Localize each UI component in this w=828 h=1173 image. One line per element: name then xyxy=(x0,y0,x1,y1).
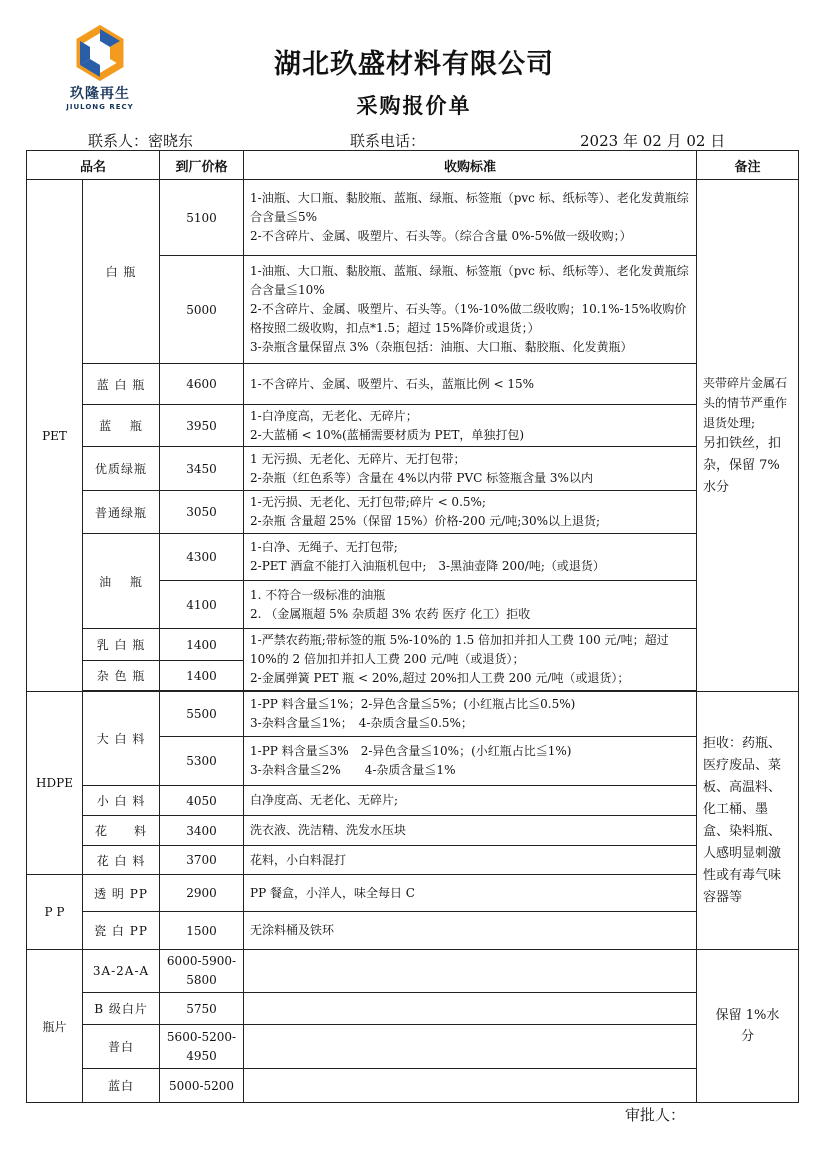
product-price: 3700 xyxy=(160,846,244,875)
contact-person: 联系人：密晓东 xyxy=(88,132,194,150)
purchase-standard: 花料，小白料混打 xyxy=(244,846,697,875)
product-price: 5750 xyxy=(160,993,244,1025)
category-pp: P P xyxy=(27,875,83,950)
product-name: 大 白 料 xyxy=(83,692,160,786)
product-name: 花 白 料 xyxy=(83,846,160,875)
pet-note-return: 夹带碎片金属石头的情节严重作退货处理; xyxy=(703,375,788,430)
table-row xyxy=(27,629,799,661)
logo-text-cn: 玖隆再生 xyxy=(70,86,130,102)
product-price: 5600-5200-4950 xyxy=(160,1025,244,1069)
purchase-standard: 白净度高、无老化、无碎片; xyxy=(244,786,697,816)
product-name: 蓝白 xyxy=(83,1069,160,1103)
category-pet: PET xyxy=(27,180,83,692)
flake-note: 保留 1%水分 xyxy=(697,950,799,1103)
table-row xyxy=(27,491,799,534)
header-note: 备注 xyxy=(697,151,799,180)
product-price: 4050 xyxy=(160,786,244,816)
table-row xyxy=(27,786,799,816)
product-name: 优质绿瓶 xyxy=(83,447,160,491)
product-price: 5100 xyxy=(160,180,244,256)
pet-note-deduct: 另扣铁丝，扣杂，保留 7%水分 xyxy=(703,435,782,495)
product-price: 5000-5200 xyxy=(160,1069,244,1103)
purchase-standard xyxy=(244,950,697,993)
purchase-standard: 1-油瓶、大口瓶、黏胶瓶、蓝瓶、绿瓶、标签瓶（pvc 标、纸标等）、老化发黄瓶综合含量≦10% 2-不含碎片、金属、吸塑片、石头等。（1%-10%做二级收购；10.1%-15%收购价格按照二级收购，扣点*1.5；超过 15%降价或退货；） 3-杂瓶含量保留点 3%（杂瓶包括：油瓶、大口瓶、黏胶瓶、化发黄瓶） xyxy=(244,256,697,364)
product-price: 1500 xyxy=(160,912,244,950)
document-title: 采购报价单 xyxy=(356,94,472,118)
header-name: 品名 xyxy=(27,151,160,180)
table-row xyxy=(27,405,799,447)
product-price: 3450 xyxy=(160,447,244,491)
table-row xyxy=(27,875,799,912)
purchase-standard: 1-无污损、无老化、无打包带;碎片 < 0.5%; 2-杂瓶 含量超 25%（保留 15%）价格-200 元/吨;30%以上退货; xyxy=(244,491,697,534)
company-name: 湖北玖盛材料有限公司 xyxy=(274,49,554,80)
pet-note xyxy=(697,180,799,692)
header-price: 到厂价格 xyxy=(160,151,244,180)
product-price: 6000-5900-5800 xyxy=(160,950,244,993)
product-price: 3400 xyxy=(160,816,244,846)
purchase-standard: 1-白净、无绳子、无打包带; 2-PET 酒盒不能打入油瓶机包中; 3-黑油壶降 200/吨;（或退货） xyxy=(244,534,697,581)
table-row xyxy=(27,180,799,256)
price-table xyxy=(26,150,799,1103)
product-price: 4100 xyxy=(160,581,244,629)
table-row xyxy=(27,1069,799,1103)
purchase-standard xyxy=(244,1025,697,1069)
product-name: 3A-2A-A xyxy=(83,950,160,993)
product-price: 3050 xyxy=(160,491,244,534)
product-name: 乳 白 瓶 xyxy=(83,629,160,661)
product-price: 5500 xyxy=(160,692,244,737)
product-name: 花 料 xyxy=(83,816,160,846)
product-price: 1400 xyxy=(160,661,244,691)
logo-text-en: JIULONG RECY xyxy=(66,103,134,111)
product-price: 4600 xyxy=(160,364,244,405)
product-name: 蓝 白 瓶 xyxy=(83,364,160,405)
header-standard: 收购标准 xyxy=(244,151,697,180)
purchase-standard: 1 无污损、无老化、无碎片、无打包带； 2-杂瓶（红色系等）含量在 4%以内带 PVC 标签瓶含量 3%以内 xyxy=(244,447,697,491)
table-row xyxy=(27,364,799,405)
product-name: 油 瓶 xyxy=(83,534,160,629)
table-row xyxy=(27,846,799,875)
product-price: 1400 xyxy=(160,629,244,661)
table-row xyxy=(27,692,799,737)
purchase-standard: 1-PP 料含量≦1%；2-异色含量≦5%；(小红瓶占比≦0.5%) 3-杂料含量≦1%； 4-杂质含量≦0.5%； xyxy=(244,692,697,737)
table-row xyxy=(27,993,799,1025)
purchase-standard: 1-PP 料含量≦3% 2-异色含量≦10%；(小红瓶占比≦1%) 3-杂料含量≦2% 4-杂质含量≦1% xyxy=(244,737,697,786)
product-name: B 级白片 xyxy=(83,993,160,1025)
quote-date: 2023 年 02 月 02 日 xyxy=(580,132,726,150)
hdpe-pp-note: 拒收：药瓶、医疗废品、菜板、高温料、化工桶、墨盒、染料瓶、人感明显刺激性或有毒气味容器等 xyxy=(697,692,799,950)
product-price: 4300 xyxy=(160,534,244,581)
product-name: 普白 xyxy=(83,1025,160,1069)
purchase-standard: PP 餐盒，小洋人，味全每日 C xyxy=(244,875,697,912)
purchase-standard xyxy=(244,993,697,1025)
product-name: 透 明 PP xyxy=(83,875,160,912)
table-row xyxy=(27,1025,799,1069)
product-name: 蓝 瓶 xyxy=(83,405,160,447)
approver-label: 审批人： xyxy=(625,1106,686,1124)
table-row xyxy=(27,912,799,950)
purchase-standard: 1-不含碎片、金属、吸塑片、石头，蓝瓶比例 < 15% xyxy=(244,364,697,405)
purchase-standard xyxy=(244,1069,697,1103)
table-row xyxy=(27,816,799,846)
purchase-standard: 1-油瓶、大口瓶、黏胶瓶、蓝瓶、绿瓶、标签瓶（pvc 标、纸标等）、老化发黄瓶综合含量≦5% 2-不含碎片、金属、吸塑片、石头等。（综合含量 0%-5%做一级收购；） xyxy=(244,180,697,256)
table-row xyxy=(27,950,799,993)
category-hdpe: HDPE xyxy=(27,692,83,875)
product-name: 杂 色 瓶 xyxy=(83,661,160,691)
product-name: 普通绿瓶 xyxy=(83,491,160,534)
product-price: 5300 xyxy=(160,737,244,786)
table-row xyxy=(27,447,799,491)
purchase-standard: 1-白净度高，无老化、无碎片； 2-大蓝桶 < 10%(蓝桶需要材质为 PET，单独打包) xyxy=(244,405,697,447)
purchase-standard: 1. 不符合一级标准的油瓶 2. （金属瓶超 5% 杂质超 3% 农药 医疗 化工）拒收 xyxy=(244,581,697,629)
product-price: 5000 xyxy=(160,256,244,364)
table-row xyxy=(27,534,799,581)
contact-phone: 联系电话： xyxy=(350,132,426,150)
purchase-standard: 1-严禁农药瓶;带标签的瓶 5%-10%的 1.5 倍加扣并扣人工费 100 元/吨；超过 10%的 2 倍加扣并扣人工费 200 元/吨（或退货）； 2-金属弹簧 PET 瓶 < 20%,超过 20%扣人工费 200 元/吨（或退货）； xyxy=(244,629,697,691)
product-price: 3950 xyxy=(160,405,244,447)
table-header xyxy=(27,151,799,180)
category-flake: 瓶片 xyxy=(27,950,83,1103)
product-price: 2900 xyxy=(160,875,244,912)
product-name: 瓷 白 PP xyxy=(83,912,160,950)
product-name: 白 瓶 xyxy=(83,180,160,364)
product-name: 小 白 料 xyxy=(83,786,160,816)
purchase-standard: 洗衣液、洗洁精、洗发水压块 xyxy=(244,816,697,846)
purchase-standard: 无涂料桶及铁环 xyxy=(244,912,697,950)
